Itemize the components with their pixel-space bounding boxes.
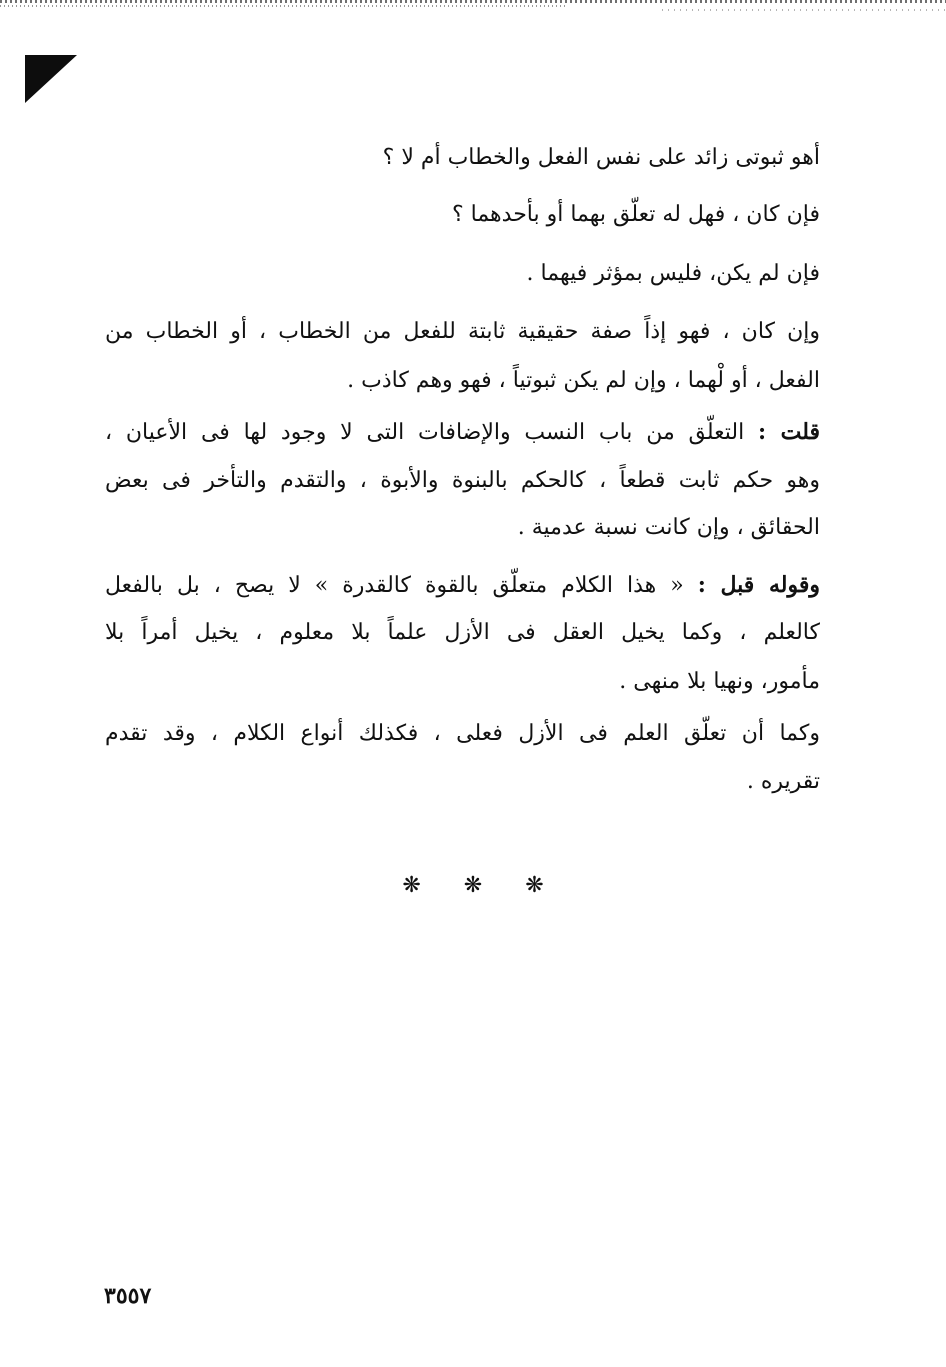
text-line-8: الحقائق ، وإن كانت نسبة عدمية . [517,515,820,540]
scan-top-edge [0,0,946,14]
text-line-1: أهو ثبوتى زائد على نفس الفعل والخطاب أم لا ؟ [382,145,820,170]
lead-word-qult: قلت : [758,419,821,445]
text-line-9-rest: « هذا الكلام متعلّق بالقوة كالقدرة » لا يصح ، بل بالفعل [105,573,684,598]
text-line-6 [105,412,820,452]
text-line-4: وإن كان ، فهو إذاً صفة حقيقية ثابتة للفعل من الخطاب ، أو الخطاب من [105,319,820,344]
corner-triangle-mark [25,55,77,103]
text-line-11: مأمور، ونهيا بلا منهى . [619,669,820,694]
star-ornament: ❋ [463,873,483,898]
star-ornament: ❋ [525,873,544,898]
section-separator [0,873,946,898]
text-line-13: تقريره . [746,769,820,794]
text-line-5: الفعل ، أو لْهما ، وإن لم يكن ثبوتياً ، فهو وهم كاذب . [347,368,820,393]
lead-word-qawluhu: وقوله قبل : [697,572,820,598]
text-line-3: فإن لم يكن، فليس بمؤثر فيهما . [526,261,820,286]
text-line-2: فإن كان ، فهل له تعلّق بهما أو بأحدهما ؟ [451,202,820,227]
page-number: ٣٥٥٧ [104,1283,152,1309]
text-line-7: وهو حكم ثابت قطعاً ، كالحكم بالبنوة والأبوة ، والتقدم والتأخر فى بعض [105,468,820,493]
star-ornament: ❋ [402,873,421,898]
text-line-12: وكما أن تعلّق العلم فى الأزل فعلى ، فكذلك أنواع الكلام ، وقد تقدم [105,721,820,746]
text-line-9 [105,565,820,605]
text-line-6-rest: التعلّق من باب النسب والإضافات التى لا وجود لها فى الأعيان ، [105,420,745,445]
text-line-10: كالعلم ، وكما يخيل العقل فى الأزل علماً بلا معلوم ، يخيل أمراً بلا [105,620,820,645]
